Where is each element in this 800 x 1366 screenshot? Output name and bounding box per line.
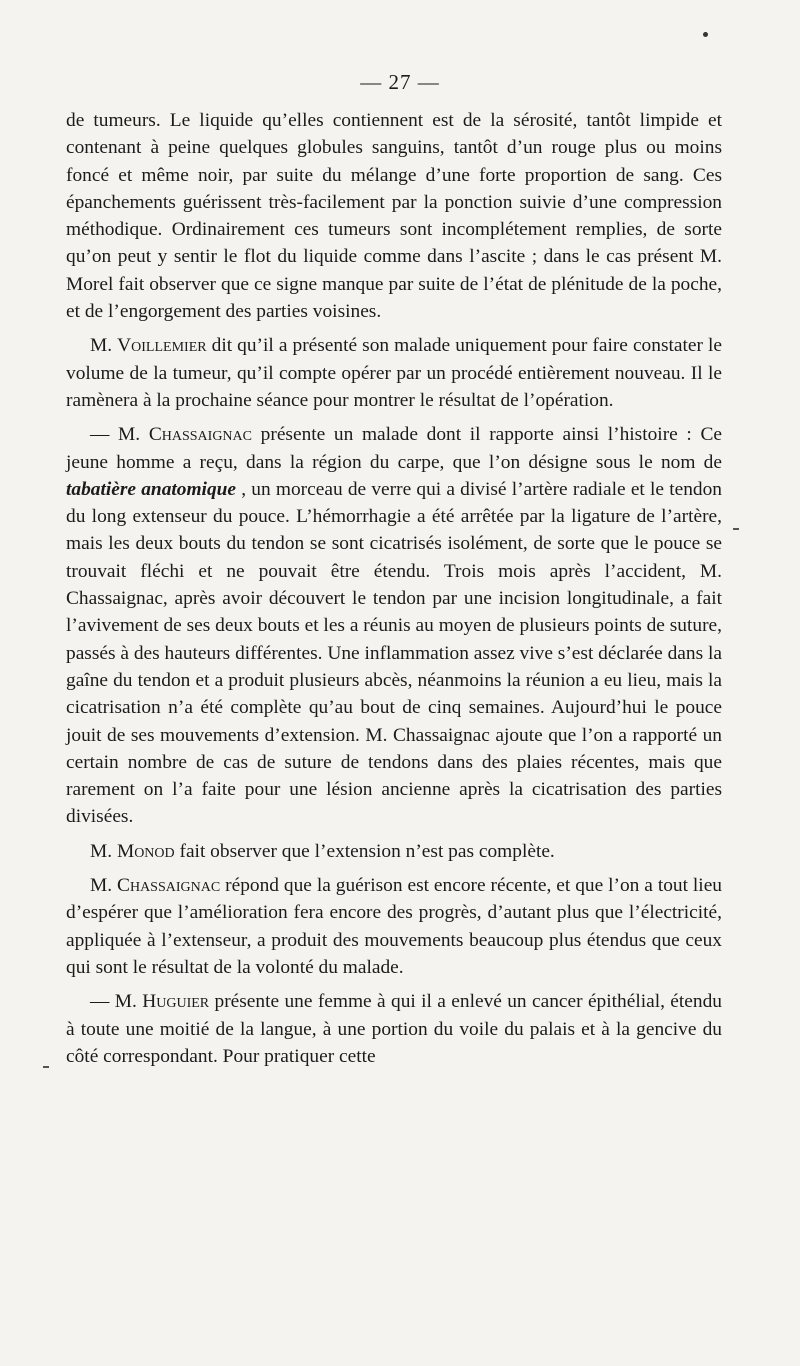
speaker-name-chassaignac: Chassaignac <box>148 424 252 446</box>
speaker-prefix: M. <box>90 335 113 357</box>
paragraph-text: répond que la guérison est encore récente, et que l’on a tout lieu d’espérer que l’amélioration fera encore des progrès, d’autant plus que l’électricité, appliquée à l’extenseur, a produit des mouvements beaucoup plus étendus que ceux qui sont le résultat de la volonté du malade. <box>66 875 722 978</box>
paragraph-monod <box>66 838 722 865</box>
paragraph-chassaignac-reply <box>66 872 722 981</box>
ink-speck <box>703 32 708 37</box>
speaker-prefix: — M. <box>90 991 137 1013</box>
margin-mark <box>43 1066 49 1068</box>
paragraph-text: dit qu’il a présenté son malade uniquement pour faire constater le volume de la tumeur, qu’il compte opérer par un procédé entièrement nouveau. Il le ramènera à la prochaine séance pour montrer le résultat de l’opération. <box>66 335 722 411</box>
speaker-name-monod: Monod <box>116 840 175 862</box>
speaker-name-voillemier: Voillemier <box>117 335 207 357</box>
paragraph-text: présente une femme à qui il a enlevé un cancer épithélial, étendu à toute une moitié de la langue, à une portion du voile du palais et à la gencive du côté correspondant. Pour pratiquer cette <box>66 991 722 1067</box>
paragraph-text-a: présente un malade dont il rapporte ainsi l’histoire : Ce jeune homme a reçu, dans la région du carpe, que l’on désigne sous le nom de <box>66 424 723 473</box>
paragraph-text: fait observer que l’extension n’est pas complète. <box>174 840 555 862</box>
speaker-prefix: M. <box>90 840 113 862</box>
speaker-prefix: — M. <box>90 424 141 446</box>
page-number: — 27 — <box>360 70 440 94</box>
paragraph-tumeurs: de tumeurs. Le liquide qu’elles contiennent est de la sérosité, tantôt limpide et contenant à peine quelques globules sanguins, tantôt d’un rouge plus ou moins foncé et même noir, par suite du mélange d’une forte proportion de sang. Ces épanchements guérissent très-facilement par la ponction suivie d’une compression méthodique. Ordinairement ces tumeurs sont incomplétement remplies, de sorte qu’on peut y sentir le flot du liquide comme dans l’ascite ; dans le cas présent M. Morel fait observer que ce signe manque par suite de l’état de plénitude de la poche, et de l’engorgement des parties voisines. <box>66 110 722 323</box>
speaker-name-chassaignac: Chassaignac <box>117 875 221 897</box>
margin-mark <box>733 528 739 530</box>
speaker-prefix: M. <box>90 875 113 897</box>
paragraph-huguier <box>66 988 722 1070</box>
speaker-name-huguier: Huguier <box>142 991 210 1013</box>
paragraph-chassaignac-case <box>66 421 722 830</box>
paragraph-text-b: , un morceau de verre qui a divisé l’artère radiale et le tendon du long extenseur du pouce. L’hémorrhagie a été arrêtée par la ligature de l’artère, mais les deux bouts du tendon se sont cicatrisés isolément, de sorte que le pouce se trouvait fléchi et ne pouvait être étendu. Trois mois après l’accident, M. Chassaignac, après avoir découvert le tendon par une incision longitudinale, a fait l’avivement de ses deux bouts et les a réunis au moyen de plusieurs points de suture, passés à des hauteurs différentes. Une inflammation assez vive s’est déclarée dans la gaîne du tendon et a produit plusieurs abcès, néanmoins la réunion a eu lieu, mais la cicatrisation n’a été complète qu’au bout de cinq semaines. Aujourd’hui le pouce jouit de ses mouvements d’extension. M. Chassaignac ajoute que l’on a rapporté un certain nombre de cas de suture de tendons dans des plaies récentes, mais que rarement on l’a faite pour une lésion ancienne après la cicatrisation des parties divisées. <box>66 478 722 828</box>
paragraph-voillemier <box>66 332 722 414</box>
italic-term: tabatière anatomique <box>66 478 237 500</box>
